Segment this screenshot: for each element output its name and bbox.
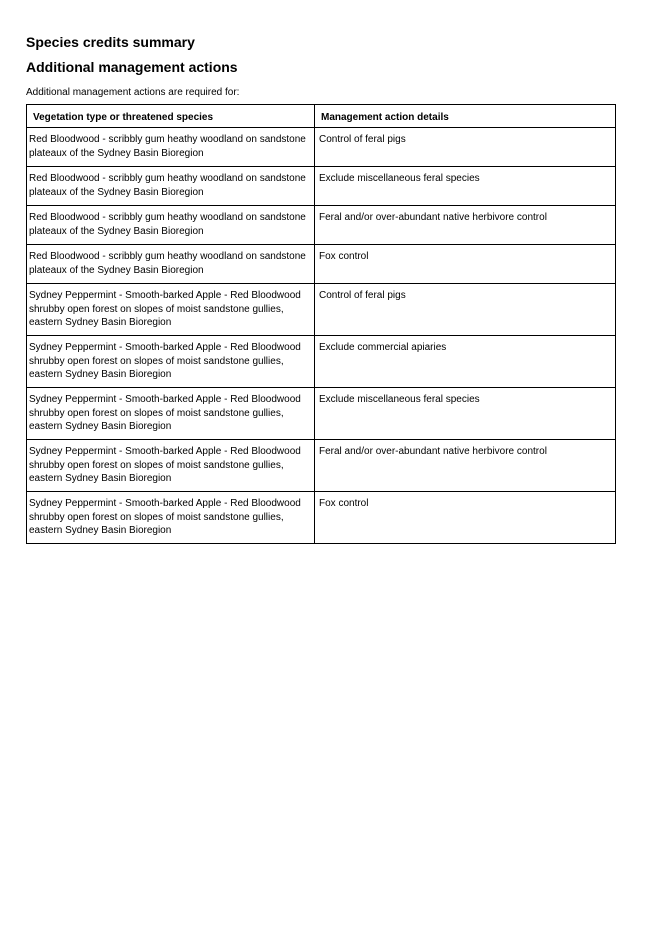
header-action: Management action details: [315, 105, 616, 128]
vegetation-cell: Red Bloodwood - scribbly gum heathy woodland on sandstone plateaux of the Sydney Basin Bioregion: [27, 167, 315, 206]
action-cell: Feral and/or over-abundant native herbivore control: [315, 440, 616, 492]
action-cell: Exclude miscellaneous feral species: [315, 167, 616, 206]
table-row: [27, 388, 616, 440]
action-cell: Feral and/or over-abundant native herbivore control: [315, 206, 616, 245]
vegetation-cell: Red Bloodwood - scribbly gum heathy woodland on sandstone plateaux of the Sydney Basin Bioregion: [27, 245, 315, 284]
table-header-row: [27, 105, 616, 128]
action-cell: Fox control: [315, 492, 616, 544]
page-title: Species credits summary: [26, 34, 195, 50]
action-cell: Exclude miscellaneous feral species: [315, 388, 616, 440]
vegetation-cell: Sydney Peppermint - Smooth-barked Apple - Red Bloodwood shrubby open forest on slopes of moist sandstone gullies, eastern Sydney Basin Bioregion: [27, 388, 315, 440]
section-title: Additional management actions: [26, 59, 238, 75]
document-page: [26, 32, 618, 544]
vegetation-cell: Red Bloodwood - scribbly gum heathy woodland on sandstone plateaux of the Sydney Basin Bioregion: [27, 206, 315, 245]
intro-text: Additional management actions are required for:: [26, 87, 240, 98]
table-row: [27, 284, 616, 336]
action-cell: Fox control: [315, 245, 616, 284]
action-cell: Control of feral pigs: [315, 128, 616, 167]
table-row: [27, 440, 616, 492]
table-row: [27, 128, 616, 167]
table-row: [27, 167, 616, 206]
action-cell: Control of feral pigs: [315, 284, 616, 336]
table-row: [27, 206, 616, 245]
action-cell: Exclude commercial apiaries: [315, 336, 616, 388]
vegetation-cell: Red Bloodwood - scribbly gum heathy woodland on sandstone plateaux of the Sydney Basin Bioregion: [27, 128, 315, 167]
management-actions-table: [26, 104, 616, 544]
table-row: [27, 336, 616, 388]
vegetation-cell: Sydney Peppermint - Smooth-barked Apple - Red Bloodwood shrubby open forest on slopes of moist sandstone gullies, eastern Sydney Basin Bioregion: [27, 440, 315, 492]
vegetation-cell: Sydney Peppermint - Smooth-barked Apple - Red Bloodwood shrubby open forest on slopes of moist sandstone gullies, eastern Sydney Basin Bioregion: [27, 336, 315, 388]
table-row: [27, 245, 616, 284]
header-vegetation: Vegetation type or threatened species: [27, 105, 315, 128]
vegetation-cell: Sydney Peppermint - Smooth-barked Apple - Red Bloodwood shrubby open forest on slopes of moist sandstone gullies, eastern Sydney Basin Bioregion: [27, 492, 315, 544]
vegetation-cell: Sydney Peppermint - Smooth-barked Apple - Red Bloodwood shrubby open forest on slopes of moist sandstone gullies, eastern Sydney Basin Bioregion: [27, 284, 315, 336]
table-row: [27, 492, 616, 544]
